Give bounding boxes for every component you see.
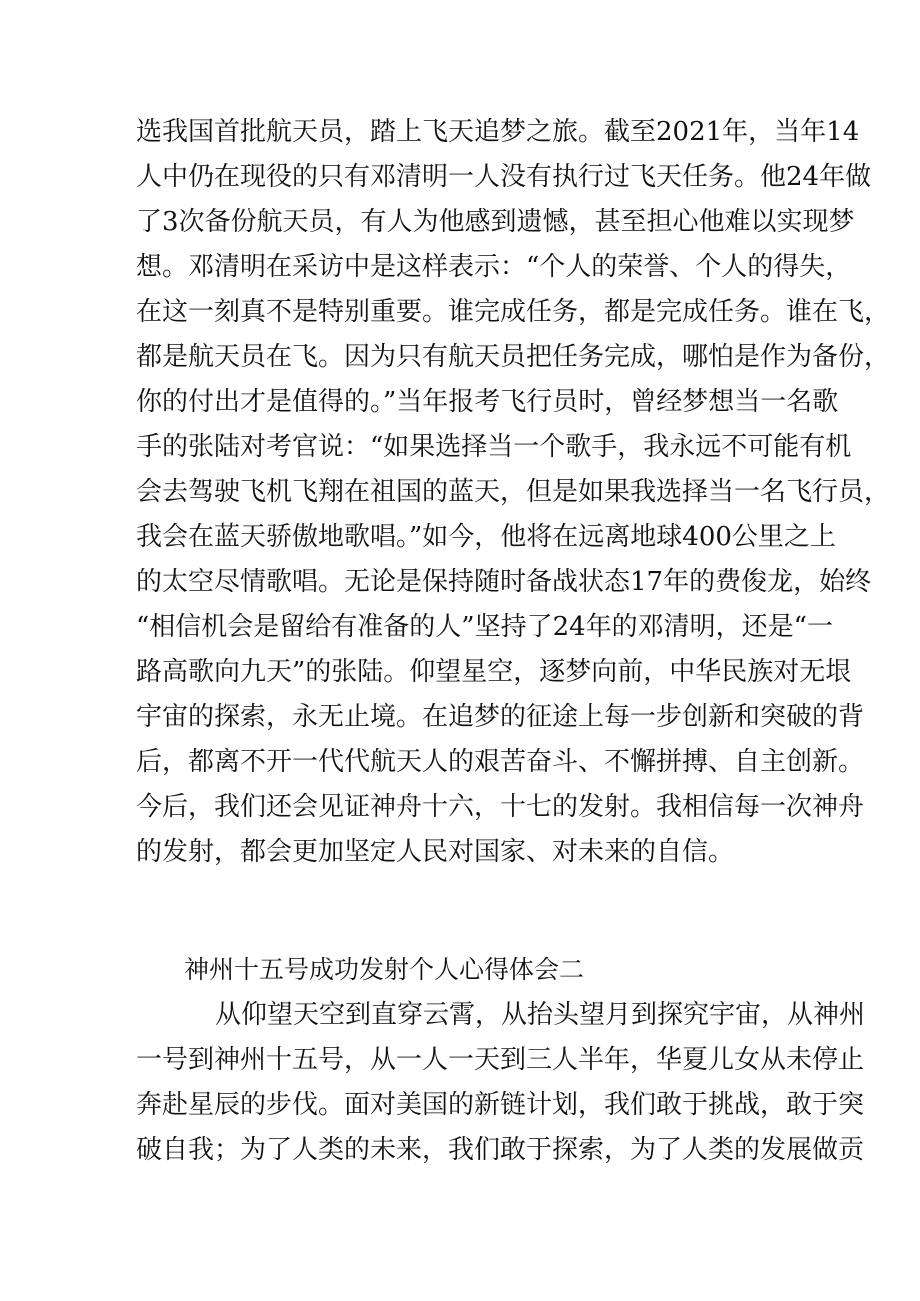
paragraph-1-line-1: 选我国首批航天员，踏上飞天追梦之旅。截至2021年，当年14: [136, 117, 860, 147]
paragraph-1-line-4: 想。邓清明在采访中是这样表示：“个人的荣誉、个人的得失，: [136, 252, 852, 282]
paragraph-1-line-13: 路高歌向九天”的张陆。仰望星空，逐梦向前，中华民族对无垠: [136, 657, 852, 687]
paragraph-1-line-2: 人中仍在现役的只有邓清明一人没有执行过飞天任务。他24年做: [136, 162, 872, 192]
paragraph-1-line-17: 的发射，都会更加坚定人民对国家、对未来的自信。: [136, 837, 735, 867]
paragraph-2-line-2: 一号到神州十五号，从一人一天到三人半年，华夏儿女从未停止: [136, 1045, 865, 1075]
paragraph-1-line-16: 今后，我们还会见证神舟十六，十七的发射。我相信每一次神舟: [136, 792, 865, 822]
paragraph-2-line-4: 破自我；为了人类的未来，我们敢于探索，为了人类的发展做贡: [136, 1135, 865, 1165]
paragraph-1-line-9: 会去驾驶飞机飞翔在祖国的蓝天，但是如果我选择当一名飞行员，: [136, 477, 891, 507]
section-heading: 神州十五号成功发射个人心得体会二: [184, 955, 585, 984]
paragraph-1-line-7: 你的付出才是值得的。”当年报考飞行员时，曾经梦想当一名歌: [136, 387, 839, 417]
paragraph-1-line-14: 宇宙的探索，永无止境。在追梦的征途上每一步创新和突破的背: [136, 702, 865, 732]
paragraph-1-line-6: 都是航天员在飞。因为只有航天员把任务完成，哪怕是作为备份，: [136, 342, 891, 372]
paragraph-1-line-10: 我会在蓝天骄傲地歌唱。”如今，他将在远离地球400公里之上: [136, 522, 836, 552]
paragraph-1-line-11: 的太空尽情歌唱。无论是保持随时备战状态17年的费俊龙，始终: [136, 567, 872, 597]
paragraph-1-line-15: 后，都离不开一代代航天人的艰苦奋斗、不懈拼搏、自主创新。: [136, 747, 865, 777]
paragraph-1-line-8: 手的张陆对考官说：“如果选择当一个歌手，我永远不可能有机: [136, 432, 852, 462]
paragraph-1-line-12: “相信机会是留给有准备的人”坚持了24年的邓清明，还是“一: [136, 612, 833, 642]
paragraph-2-line-1: 从仰望天空到直穿云霄，从抬头望月到探究宇宙，从神州: [215, 1000, 866, 1030]
paragraph-1-line-5: 在这一刻真不是特别重要。谁完成任务，都是完成任务。谁在飞，: [136, 297, 891, 327]
paragraph-1-line-3: 了3次备份航天员，有人为他感到遗憾，甚至担心他难以实现梦: [136, 207, 855, 237]
paragraph-2-line-3: 奔赴星辰的步伐。面对美国的新链计划，我们敢于挑战，敢于突: [136, 1090, 865, 1120]
